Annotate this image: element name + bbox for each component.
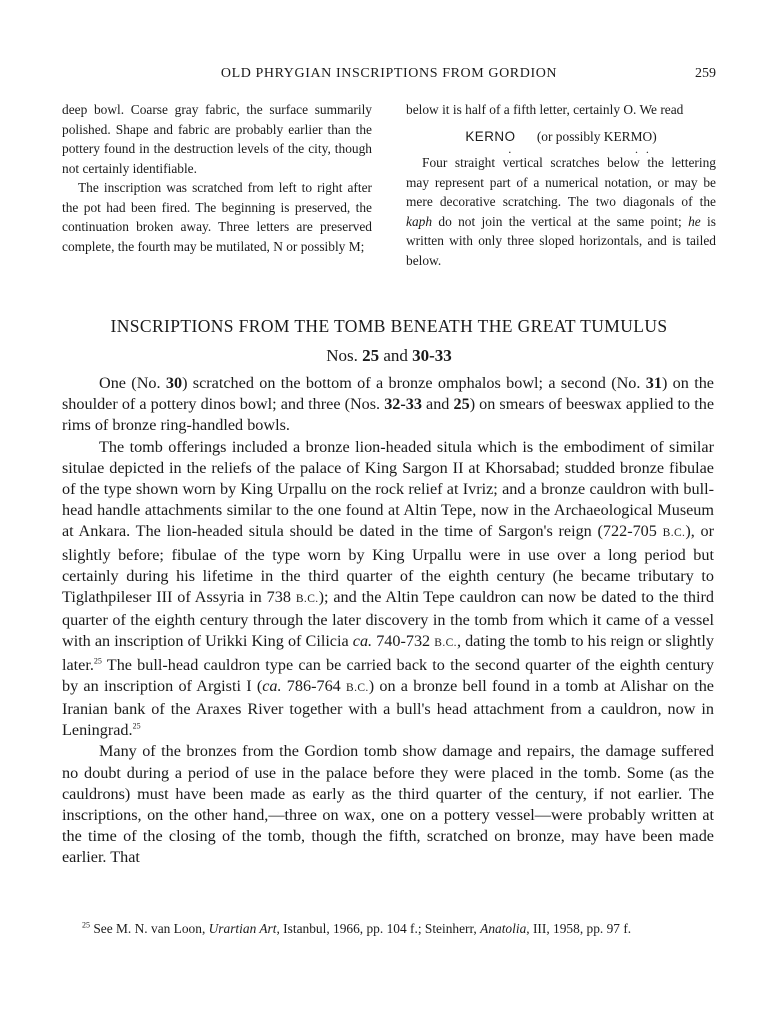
reading-alternative: (or possibly KERM .O .): [537, 129, 657, 144]
section-subtitle: Nos. 25 and 30-33: [326, 346, 452, 365]
italic-kaph: kaph: [406, 213, 433, 229]
footnote-ref: 25: [132, 721, 141, 731]
body-paragraph-1: One (No. 30) scratched on the bottom of a bronze omphalos bowl; a second (No. 31) on the shoulder of a pottery dinos bowl; and three (Nos. 32-33 and 25) on smears of beeswax applied to the rims of bronze ring-handled bowls.: [62, 374, 715, 435]
footnote-ref: 25: [93, 656, 102, 666]
body-text: [62, 373, 714, 869]
inscription-reading: [406, 127, 716, 147]
footnote: $^{25}$ See M. N. van Loon, Urartian Art, Istanbul, 1966, pp. 104 f.; Steinherr, Anatolia, III, 1958, pp. 97 f.: [82, 920, 632, 936]
dotted-letter: O .: [643, 127, 653, 147]
italic-he: he: [688, 213, 701, 229]
dotted-letter: M .: [631, 127, 643, 147]
running-head: [62, 66, 716, 84]
page-number: 259: [695, 66, 716, 81]
left-column: [62, 100, 372, 256]
right-paragraph-2: Four straight vertical scratches below the lettering may represent part of a numerical notation, or may be mere decorative scratching. The two diagonals of the kaph do not join the vertical at the same point; he is written with only three sloped horizontals, and is tailed below.: [406, 155, 716, 268]
footnote-number: 25: [82, 920, 90, 930]
right-column: [406, 100, 716, 270]
body-paragraph-2: The tomb offerings included a bronze lion-headed situla which is the embodiment of similar situlae depicted in the reliefs of the palace of King Sargon II at Khorsabad; studded bronze fibulae of the type shown worn by King Urpallu on the rock relief at Ivriz; and a bronze cauldron with bull-head handle attachments similar to the one found at Altin Tepe, now in the Archaeological Museum at Ankara. The lion-headed situla should be dated in the time of Sargon's reign (722-705 B.C.), or slightly before; fibulae of the type worn by King Urpallu were in use over a long period but certainly during his lifetime in the third quarter of the eighth century (he became tributary to Tiglathpileser III of Assyria in 738 B.C.); and the Altin Tepe cauldron can now be dated to the third quarter of the eighth century through the later discovery in the tomb from which it came of a vessel with an inscription of Urikki King of Cilicia ca. 740-732 B.C., dating the tomb to his reign or slightly later.$^{25}$ The bull-head cauldron type can be carried back to the second quarter of the eighth century by an inscription of Argisti I (ca. 786-764 B.C.) on a bronze bell found in a tomb at Alishar on the Iranian bank of the Araxes River together with a bull's head attachment from a cauldron, now in Leningrad.$^{25}$: [62, 437, 715, 740]
running-title: OLD PHRYGIAN INSCRIPTIONS FROM GORDION: [220, 66, 558, 81]
section-title: INSCRIPTIONS FROM THE TOMB BENEATH THE GREAT TUMULUS: [110, 316, 668, 336]
reading-kerno: KERNO .: [465, 129, 515, 144]
right-paragraph-1: below it is half of a fifth letter, certainly O. We read: [406, 102, 684, 117]
body-paragraph-3: Many of the bronzes from the Gordion tomb show damage and repairs, the damage suffered no doubt during a period of use in the palace before they were placed in the tomb. Some (as the cauldrons) must have been made as early as the third quarter of the century, if not earlier. The inscriptions, on the other hand,—three on wax, one on a pottery vessel—were probably written at the time of the closing of the tomb, though the fifth, scratched on bronze, may have been made earlier. That: [62, 742, 714, 867]
left-paragraph-2: The inscription was scratched from left to right after the pot had been fired. The beginning is preserved, the continuation broken away. Three letters are preserved complete, the fourth may be mutilated, N or possibly M;: [62, 180, 372, 254]
left-paragraph-1: deep bowl. Coarse gray fabric, the surface summarily polished. Shape and fabric are probably earlier than the pottery found in the destruction levels of the city, though not certainly identifiable.: [62, 102, 372, 176]
dotted-letter: O .: [505, 127, 516, 147]
